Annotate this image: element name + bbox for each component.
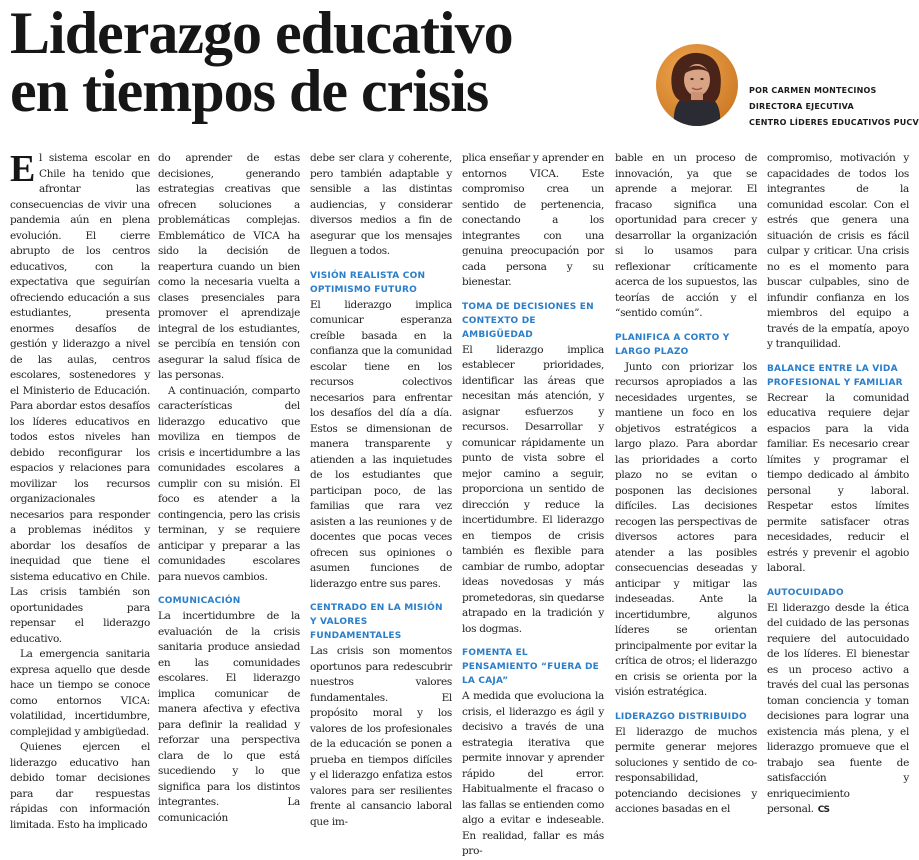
section-heading: LIDERAZGO DISTRIBUIDO <box>615 711 747 722</box>
drop-cap: E <box>10 148 36 190</box>
article-paragraph: plica enseñar y aprender en entornos VICA. Este compromiso crea un sentido de pertenencia, conectando a los integrantes con una genuina preocupación por cada persona y su bienestar. <box>462 152 604 288</box>
article-paragraph: do aprender de estas decisiones, generando estrategias creativas que ofrecen soluciones a problemáticas complejas. Emblemático de VICA ha sido la decisión de reapertura cuando un bien como la necesaria vuelta a clases presenciales para promover el aprendizaje integral de los estudiantes, se percibía en tensión con asegurar la salud física de las personas. <box>158 152 300 381</box>
author-photo <box>656 44 738 126</box>
article-column-4 <box>462 151 604 857</box>
article-paragraph: A continuación, comparto características del liderazgo educativo que moviliza en tiempos de crisis e incertidumbre a las comunidades escolares a cumplir con su misión. El foco es atender a la contingencia, pero las crisis terminan, y se requiere anticipar y preparar a las comunidades escolares para nuevos cambios. <box>158 384 300 583</box>
author-organization: CENTRO LÍDERES EDUCATIVOS PUCV <box>749 118 919 127</box>
article-paragraph: El liderazgo implica comunicar esperanza creíble basada en la confianza que la comunidad escolar tiene en los recursos colectivos necesarios para enfrentar los desafíos del día a día. Estos se dimensionan de manera transparente y atienden a las inquietudes de los estudiantes que participan poco, de las familias que rara vez asisten a las reuniones y de docentes que pocas veces ofrecen sus opiniones o asumen funciones de liderazgo entre sus pares. <box>310 298 452 590</box>
article-paragraph: debe ser clara y coherente, pero también adaptable y sensible a las distintas audiencias, y considerar diversos medios a fin de asegurar que los mensajes lleguen a todos. <box>310 152 452 257</box>
article-paragraph: El liderazgo implica establecer prioridades, identificar las áreas que necesitan más atención, y asignar esfuerzos y recursos. Desarrollar y comunicar rápidamente un punto de vista sobre el mejor camino a seguir, proporciona un sentido de dirección y reduce la incertidumbre. El liderazgo en tiempos de crisis también es flexible para cambiar de rumbo, adoptar ideas novedosas y más prometedoras, sin quedarse atrapado en la tradición y los dogmas. <box>462 343 604 635</box>
section-heading: VISIÓN REALISTA CON OPTIMISMO FUTURO <box>310 270 426 295</box>
section-heading: PLANIFICA A CORTO Y LARGO PLAZO <box>615 332 730 357</box>
author-role: DIRECTORA EJECUTIVA <box>749 102 854 111</box>
headline-line-2: en tiempos de crisis <box>10 58 489 124</box>
article-paragraph: La incertidumbre de la evaluación de la crisis sanitaria produce ansiedad en las comunidades escolares. El liderazgo implica comunicar de manera afectiva y efectiva para definir la realidad y reforzar una perspectiva clara de lo que está sucediendo y lo que significa para los distintos integrantes. La comunicación <box>158 610 300 824</box>
headline-line-1: Liderazgo educativo <box>10 0 513 66</box>
section-heading: TOMA DE DECISIONES EN CONTEXTO DE AMBIGÜEDAD <box>462 301 594 340</box>
article-paragraph: Recrear la comunidad educativa requiere dejar espacios para la vida familiar. Es necesario crear límites y programar el tiempo dedicado al ámbito personal y laboral. Respetar estos límites permite satisfacer otras necesidades, reducir el estrés y prevenir el agobio laboral. <box>767 391 909 574</box>
article-paragraph: bable en un proceso de innovación, ya que se aprende a mejorar. El fracaso significa una oportunidad para crecer y desarrollar la organización si lo usamos para reflexionar críticamente acerca de los supuestos, las teorías de acción y el “sentido común”. <box>615 152 757 319</box>
article-paragraph: El sistema escolar en Chile ha tenido que afrontar las consecuencias de vivir una pandemia aún en plena evolución. El cierre abrupto de los centros educativos, con la expectativa que seguirían ofreciendo educación a sus estudiantes, presenta enormes desafíos de gestión y liderazgo a nivel de las aulas, centros escolares, sostenedores y el Ministerio de Educación. Para abordar estos desafíos los líderes educativos en todos estos niveles han debido reconfigurar los espacios y relaciones para movilizar los recursos organizacionales necesarios para responder a problemas inéditos y abordar los desafíos de inequidad que tiene el sistema educativo en Chile. Las crisis también son oportunidades para repensar el liderazgo educativo. <box>10 148 150 645</box>
headline <box>10 0 620 124</box>
section-heading: AUTOCUIDADO <box>767 587 844 598</box>
article-paragraph: Junto con priorizar los recursos apropiados a las necesidades urgentes, se mantiene un foco en los objetivos estratégicos a largo plazo. Para abordar las prioridades a corto plazo no se evitan o posponen las decisiones difíciles. Las decisiones recogen las perspectivas de diversos actores para atender a las posibles consecuencias deseadas y anticipar y mitigar las indeseadas. Ante la incertidumbre, algunos líderes se orientan principalmente por evitar la crítica de otros; el liderazgo en crisis se orienta por la visión estratégica. <box>615 360 757 698</box>
section-heading: FOMENTA EL PENSAMIENTO “FUERA DE LA CAJA” <box>462 648 599 686</box>
article-column-2 <box>158 151 300 824</box>
author-byline <box>749 83 919 131</box>
article-paragraph: compromiso, motivación y capacidades de todos los integrantes de la comunidad escolar. Con el estrés que genera una situación de crisis es fácil culpar y criticar. Una crisis no es el momento para buscar culpables, sino de infundir confianza en los miembros del equipo a través de la empatía, apoyo y tranquilidad. <box>767 152 909 350</box>
article-column-6 <box>767 151 909 815</box>
author-name: POR CARMEN MONTECINOS <box>749 86 877 95</box>
section-heading: CENTRADO EN LA MISIÓN Y VALORES FUNDAMENTALES <box>310 603 443 641</box>
article-column-3 <box>310 151 452 828</box>
article-paragraph: El liderazgo de muchos permite generar mejores soluciones y sentido de co-responsabilidad, potenciando decisiones y acciones basadas en el <box>615 725 757 815</box>
article-paragraph: La emergencia sanitaria expresa aquello que desde hace un tiempo se conoce como entornos VICA: volatilidad, incertidumbre, complejidad y ambigüedad. <box>10 648 150 738</box>
article-paragraph: A medida que evoluciona la crisis, el liderazgo es ágil y decisivo a través de una estrategia iterativa que permite innovar y aprender rápido del error. Habitualmente el fracaso o las fallas se entienden como algo a evitar e indeseable. En realidad, fallar es más pro- <box>462 690 604 857</box>
section-heading: COMUNICACIÓN <box>158 596 241 606</box>
article-column-5 <box>615 151 757 815</box>
section-heading: BALANCE ENTRE LA VIDA PROFESIONAL Y FAMILIAR <box>767 363 903 388</box>
article-paragraph: Las crisis son momentos oportunos para redescubrir nuestros valores fundamentales. El propósito moral y los valores de los profesionales de la educación se ponen a prueba en tiempos difíciles y el liderazgo enfatiza estos valores para ser resilientes frente al cansancio laboral que im- <box>310 645 452 828</box>
article-paragraph: El liderazgo desde la ética del cuidado de las personas requiere del autocuidado de los líderes. El bienestar es un proceso activo a través del cual las personas toman conciencia y toman decisiones para lograr una existencia más plena, y el liderazgo promueve que el trabajo sea fuente de satisfacción y enriquecimiento personal. CS <box>767 601 909 815</box>
article-paragraph: Quienes ejercen el liderazgo educativo han debido tomar decisiones para dar respuestas rápidas con información limitada. Esto ha implicado <box>10 741 150 831</box>
end-mark: CS <box>817 805 829 815</box>
article-column-1 <box>10 148 150 831</box>
